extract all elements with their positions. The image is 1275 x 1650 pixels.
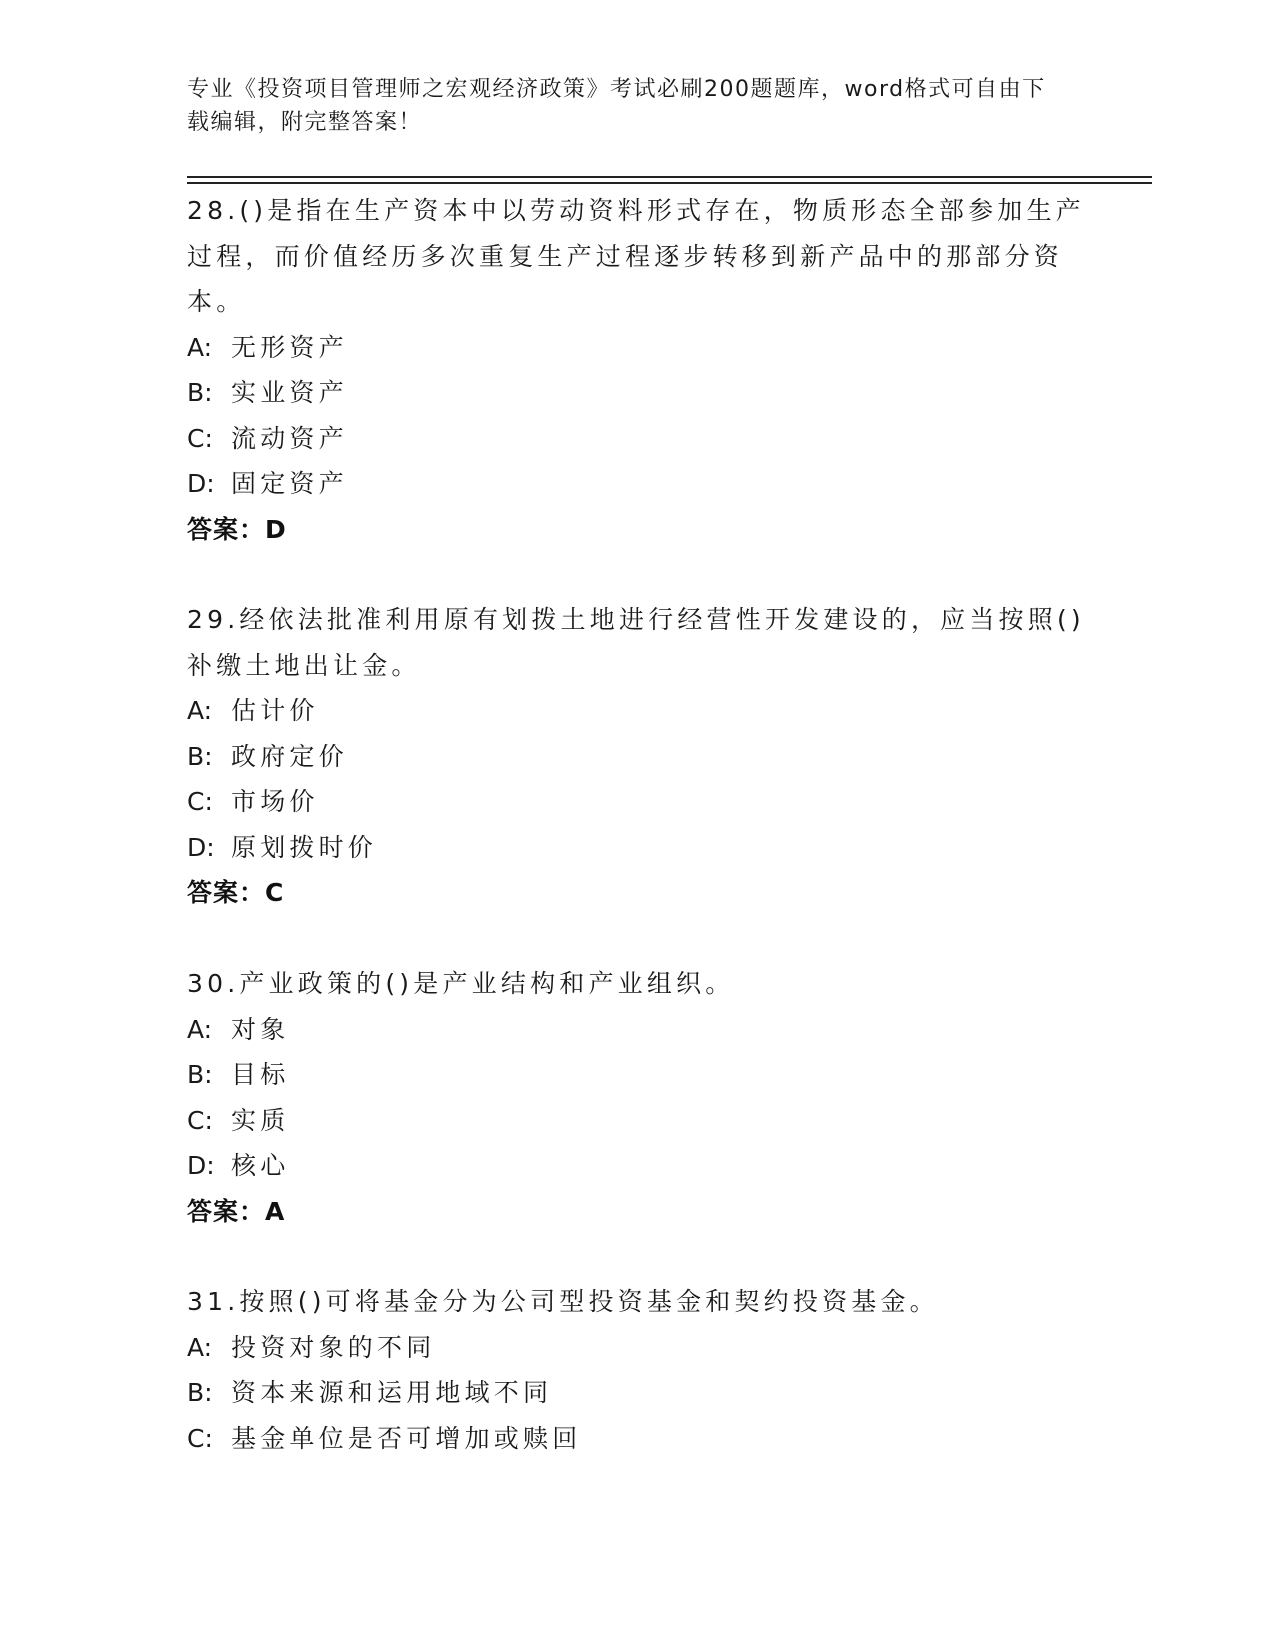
option-a (187, 1325, 1087, 1371)
question-29 (187, 597, 1087, 916)
document-header: 专业《投资项目管理师之宏观经济政策》考试必刷200题题库，word格式可自由下载编辑，附完整答案！ (187, 77, 1046, 135)
option-text: 固定资产 (231, 469, 348, 498)
option-a (187, 688, 1087, 734)
option-c (187, 779, 1087, 825)
option-key: A: (187, 1014, 213, 1044)
question-stem: 30.产业政策的()是产业结构和产业组织。 (187, 969, 735, 998)
option-text: 对象 (231, 1014, 290, 1044)
header-rule-bottom (187, 182, 1152, 184)
option-c (187, 416, 1087, 462)
option-text: 基金单位是否可增加或赎回 (231, 1423, 582, 1453)
option-key: C: (187, 423, 213, 453)
option-text: 目标 (231, 1060, 290, 1089)
option-b (187, 1370, 1087, 1416)
option-key: A: (187, 332, 213, 362)
option-d (187, 825, 1087, 871)
option-key: A: (187, 1332, 213, 1362)
option-a (187, 1007, 1087, 1053)
option-text: 原划拨时价 (231, 832, 378, 862)
option-text: 市场价 (231, 787, 319, 816)
option-key: D: (187, 469, 215, 498)
option-key: C: (187, 1423, 213, 1453)
answer-line: 答案：C (187, 878, 285, 907)
option-text: 投资对象的不同 (231, 1332, 436, 1362)
option-b (187, 1052, 1087, 1098)
option-key: B: (187, 1060, 213, 1089)
option-text: 实业资产 (231, 378, 348, 407)
answer-line: 答案：D (187, 514, 287, 544)
question-stem: 29.经依法批准利用原有划拨土地进行经营性开发建设的，应当按照()补缴土地出让金。 (187, 605, 1085, 680)
option-text: 流动资产 (231, 423, 348, 453)
option-d (187, 1143, 1087, 1189)
option-key: B: (187, 378, 213, 407)
option-b (187, 370, 1087, 416)
option-c (187, 1416, 1087, 1462)
option-a (187, 325, 1087, 371)
option-key: B: (187, 741, 213, 771)
option-d (187, 461, 1087, 507)
question-stem: 28.()是指在生产资本中以劳动资料形式存在，物质形态全部参加生产过程，而价值经历多次重复生产过程逐步转移到新产品中的那部分资本。 (187, 196, 1085, 316)
option-text: 实质 (231, 1105, 290, 1135)
option-text: 无形资产 (231, 332, 348, 362)
option-text: 资本来源和运用地域不同 (231, 1378, 553, 1407)
header-rule-top (187, 176, 1152, 178)
question-30 (187, 961, 1087, 1234)
option-key: B: (187, 1378, 213, 1407)
option-b (187, 734, 1087, 780)
option-key: C: (187, 1105, 213, 1135)
option-c (187, 1098, 1087, 1144)
question-31 (187, 1279, 1087, 1461)
option-text: 核心 (231, 1151, 290, 1180)
option-key: C: (187, 787, 213, 816)
option-text: 政府定价 (231, 741, 348, 771)
option-text: 估计价 (231, 696, 319, 725)
answer-line: 答案：A (187, 1196, 286, 1226)
question-28 (187, 188, 1087, 552)
question-stem: 31.按照()可将基金分为公司型投资基金和契约投资基金。 (187, 1287, 939, 1316)
option-key: D: (187, 832, 215, 862)
option-key: D: (187, 1151, 215, 1180)
option-key: A: (187, 696, 213, 725)
